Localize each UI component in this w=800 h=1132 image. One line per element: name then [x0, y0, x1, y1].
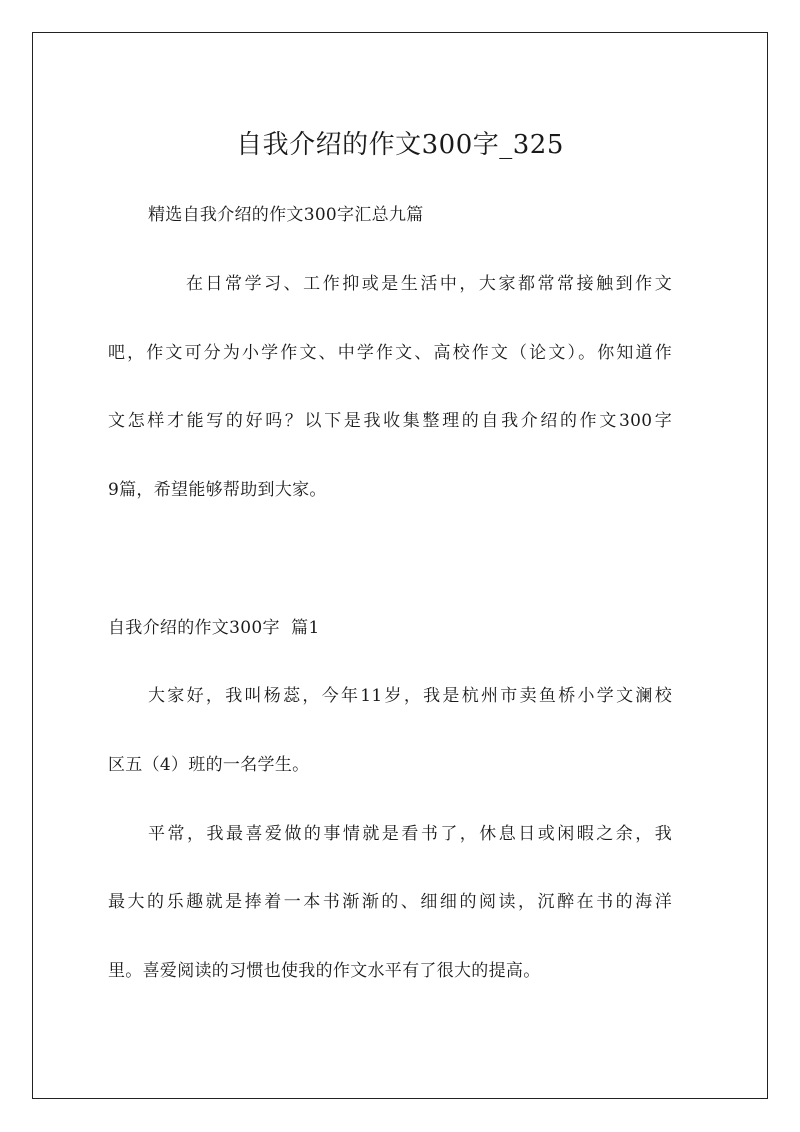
section-heading: 自我介绍的作文300字 篇1 — [108, 618, 320, 638]
paragraph2-line-3: 里。喜爱阅读的习惯也使我的作文水平有了很大的提高。 — [108, 961, 541, 981]
intro-line-2: 吧，作文可分为小学作文、中学作文、高校作文（论文）。你知道作 — [108, 343, 672, 363]
document-subtitle: 精选自我介绍的作文300字汇总九篇 — [148, 205, 424, 225]
intro-line-4: 9篇，希望能够帮助到大家。 — [108, 480, 327, 500]
paragraph1-line-2: 区五（4）班的一名学生。 — [108, 755, 310, 775]
document-title: 自我介绍的作文300字_325 — [236, 130, 564, 160]
paragraph2-line-2: 最大的乐趣就是捧着一本书渐渐的、细细的阅读，沉醉在书的海洋 — [108, 892, 672, 912]
page-border — [32, 32, 768, 1099]
intro-line-1: 在日常学习、工作抑或是生活中，大家都常常接触到作文 — [186, 274, 672, 294]
paragraph2-line-1: 平常，我最喜爱做的事情就是看书了，休息日或闲暇之余，我 — [148, 824, 672, 844]
intro-line-3: 文怎样才能写的好吗？以下是我收集整理的自我介绍的作文300字 — [108, 411, 672, 431]
paragraph1-line-1: 大家好，我叫杨蕊，今年11岁，我是杭州市卖鱼桥小学文澜校 — [148, 686, 672, 706]
